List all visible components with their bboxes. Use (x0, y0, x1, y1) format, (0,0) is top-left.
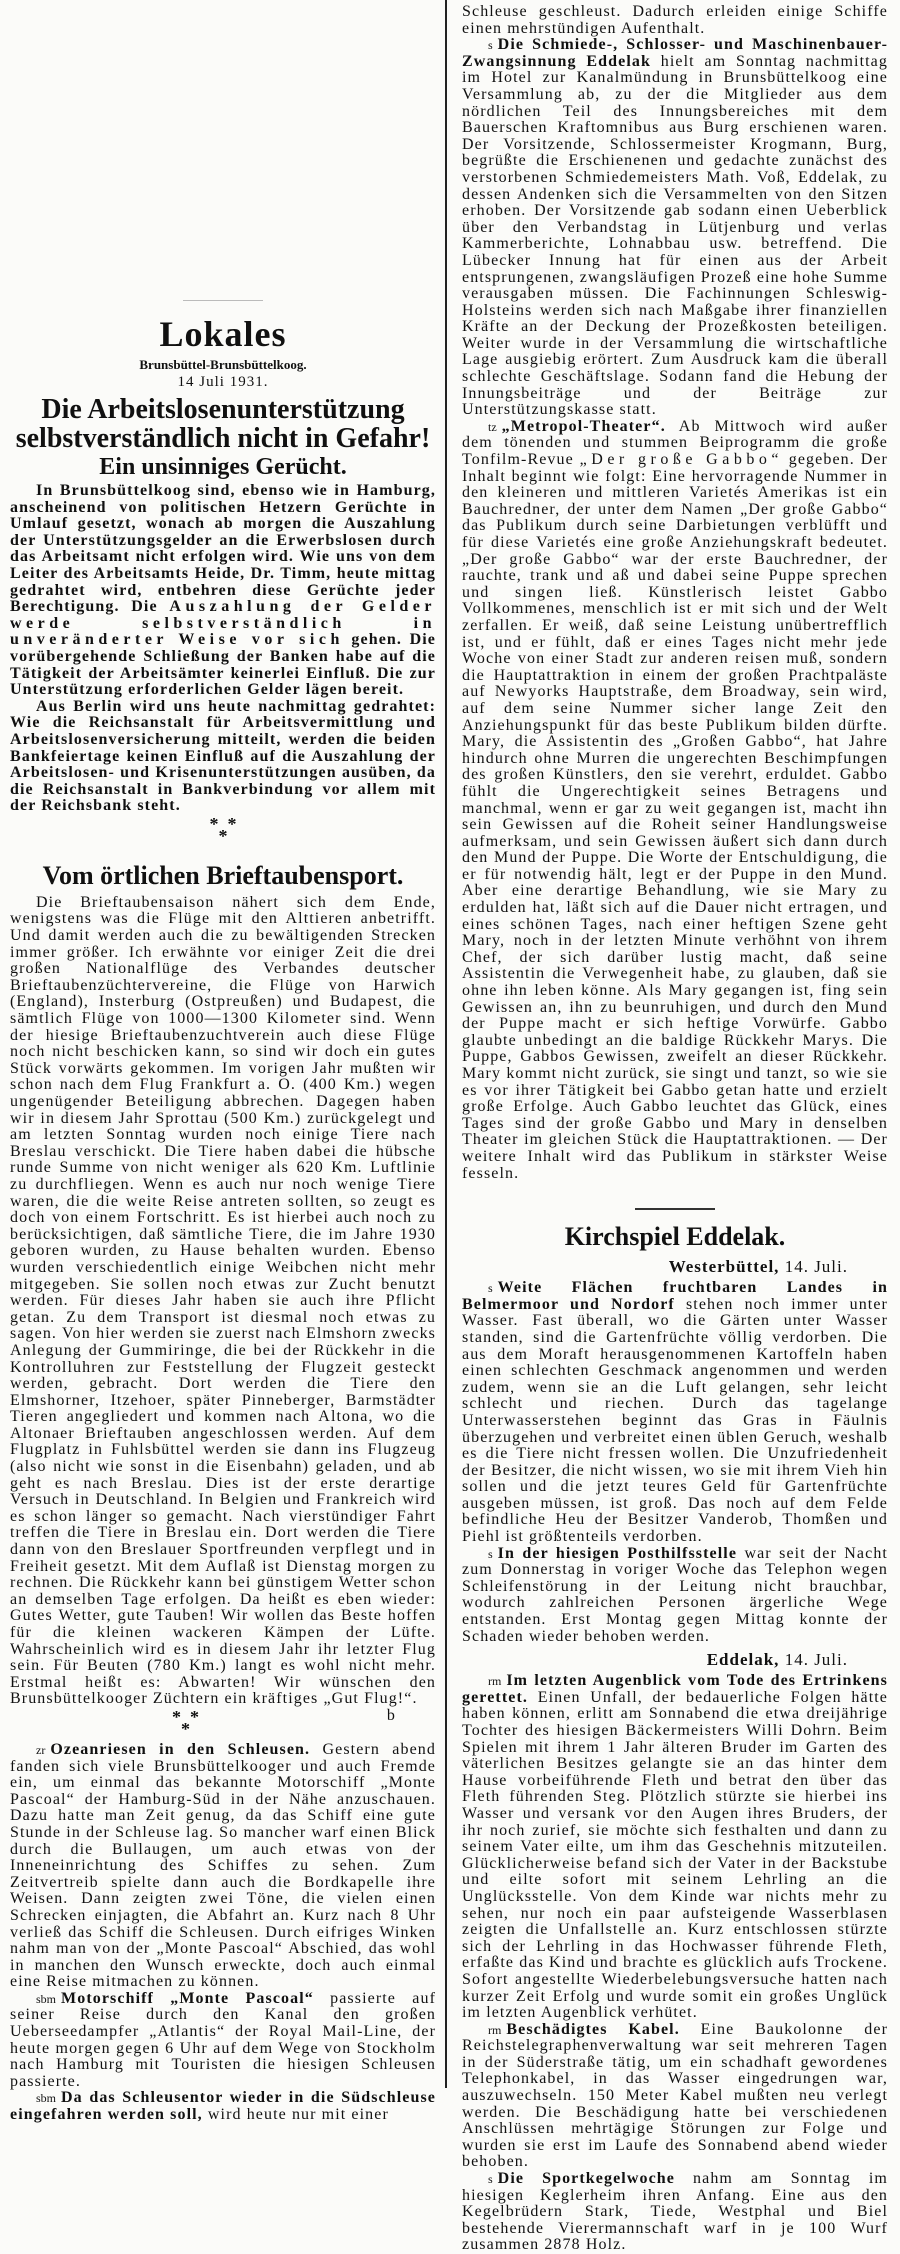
article-paragraph (10, 2090, 436, 2123)
paragraph-lead: Motorschiff „Monte Pascoal“ (61, 1989, 314, 2007)
place-dateline (462, 1649, 888, 1671)
article-heading: Vom örtlichen Brieftaubensport. (42, 860, 404, 890)
place-dateline (462, 1256, 888, 1278)
column-divider (445, 0, 447, 2088)
article-paragraph (462, 4, 888, 37)
place-name: Eddelak, (706, 1650, 780, 1670)
paragraph-text: gehen. Die vorübergehende Schließung der Banken habe auf die Tätigkeit der Arbeitsämter keinerlei Einfluß. Die zur Unterstützung erforderlichen Gelder lägen bereit. (10, 631, 437, 699)
paragraph-text: Eine Baukolonne der Reichstelegraphenverwaltung war seit mehreren Tagen in der Süderstraße tätig, um ein schadhaft gewordenes Telephonkabel, in das Wasser eingedrungen war, auszuwechseln. 150 Meter Kabel mußten neu verlegt werden. Die Beschädigung hatte bei verschiedenen Anschlüssen mehrtägige Störungen zur Folge und wurden sie erst im Laufe des Sonnabend abend wieder behoben. (462, 2020, 888, 2171)
star-icon: * (209, 813, 219, 834)
author-tag: rm (488, 1674, 502, 1689)
author-tag: sbm (36, 1991, 57, 2006)
star-icon: * (189, 1706, 199, 1727)
author-tag: zr (36, 1742, 46, 1757)
star-icon: * (171, 1706, 181, 1727)
author-tag: s (488, 2172, 493, 2187)
paragraph-text: Die Brieftaubensaison nähert sich dem Ende, wenigstens was die Flüge mit den Alttieren anbetrifft. Und damit werden auch die zu bewältigenden Strecken immer größer. Ich erwähnte vor einiger Zeit die drei großen Nationalflüge des Verbandes deutscher Brieftaubenzüchtervereine, die Flüge von Harwich (England), Insterburg (Ostpreußen) und Budapest, die sämtlich Flüge von 1000—1300 Kilometer sind. Wenn der hiesige Brieftaubenzuchtverein auch diese Flüge noch nicht beschicken kann, so sind wir doch ein gutes Stück vorwärts gekommen. Im vorigen Jahr mußten wir schon nach dem Flug Frankfurt a. O. (400 Km.) wegen ungenügender Beteiligung abbrechen. Dagegen haben wir in diesem Jahr Sprottau (500 Km.) zurückgelegt und am letzten Sonntag wurden noch einige Tiere nach Breslau verschickt. Die Tiere haben dabei die hübsche runde Summe von nicht weniger als 620 Km. Luftlinie zu durchfliegen. Wenn es auch nur noch wenige Tiere waren, die die weite Reise antreten sollten, so zeugt es doch von einem Fortschritt. Es ist hierbei auch noch zu berücksichtigen, daß sämtliche Tiere, die im Jahre 1930 geboren wurden, zu Hause behalten wurden. Ebenso wurden verschiedentlich einige Weibchen nicht mehr mitgegeben. Sie sollen noch etwas zur Zucht benutzt werden. Für dieses Jahr haben sie auch ihre Pflicht getan. Zu dem Transport ist diesmal noch etwas zu sagen. Von hier werden sie zuerst nach Elmshorn zwecks Anlegung der Gummiringe, die bei der Rückkehr in die Kontrolluhren zur Feststellung der Flugzeit gesteckt werden, gebracht. Dort werden die Tiere den Elmshorner, Itzehoer, später Pinneberger, Barmstädter Tieren angegliedert und kommen nach Altona, wo die Altonaer Brieftauben angeschlossen werden. Auf dem Flugplatz in Fuhlsbüttel werden sie dann ins Flugzeug (also nicht wie sonst in die Eisenbahn) geladen, und ab geht es nach Breslau. Dies ist der erste derartige Versuch in Deutschland. In Belgien und Frankreich wird es schon länger so gemacht. Nach vierstündiger Fahrt treffen die Tiere in Breslau ein. Dort werden die Tiere dann von den Breslauer Sportfreunden verpflegt und in Freiheit gesetzt. Mit dem Auflaß ist Dienstag morgen zu rechnen. Die Rückkehr kann bei günstigem Wetter schon an demselben Tage erfolgen. Da heißt es eben wieder: Gutes Wetter, gute Tauben! Wir wollen das Beste hoffen für die kleinen wackeren Kämpen der Lüfte. Wahrscheinlich wird es in diesem Jahr ihr letzter Flug sein. Für Beuten (780 Km.) langt es wohl nicht mehr. Erstmal heißt es: Abwarten! Wir wünschen den Brunsbüttelkooger Züchtern ein kräftiges „Gut Flug!“. (10, 893, 436, 1708)
paragraph-text: passierte auf seiner Reise durch den Kanal den großen Ueberseedampfer „Atlantis“ der Royal Mail-Line, der heute morgen gegen 6 Uhr auf dem Wege von Stockholm nach Hamburg mit Touristen die hiesigen Schleusen passierte. (10, 1989, 436, 2090)
paragraph-lead: In der hiesigen Posthilfsstelle (497, 1544, 738, 1562)
right-column (462, 0, 888, 2254)
paragraph-lead: Da das Schleusentor wieder in die Südschleuse eingefahren werden soll, (10, 2089, 436, 2124)
dateline: 14 Juli 1931. (177, 374, 269, 390)
spaced-emphasis: Auszahlung der Gelder werde selbstverständlich in unveränderter Weise vor sich (10, 598, 436, 649)
author-tag: s (488, 1546, 493, 1561)
article-heading: Kirchspiel Eddelak. (564, 1222, 786, 1252)
star-icon: * (218, 825, 228, 846)
paragraph-text: Ab Mittwoch wird außer dem tönenden und stummen Beiprogramm die große Tonfilm-Revue (462, 417, 888, 469)
article-subheadline: Ein unsinniges Gerücht. (99, 454, 347, 480)
article-paragraph (10, 1991, 436, 2091)
left-column (10, 0, 436, 2124)
paragraph-lead: Die Sportkegelwoche (497, 2170, 676, 2188)
place-line: Brunsbüttel-Brunsbüttelkoog. (139, 357, 307, 372)
section-divider (635, 1208, 715, 1210)
paragraph-lead: Die Schmiede-, Schlosser- und Maschinenbauer-Zwangsinnung Eddelak (462, 36, 888, 70)
paragraph-text: Schleuse geschleust. Dadurch erleiden einige Schiffe einen mehrstündigen Aufenthalt. (462, 3, 888, 37)
section-title: Lokales (159, 314, 287, 354)
paragraph-text: hielt am Sonntag nachmittag im Hotel zur Kanalmündung in Brunsbüttelkoog eine Versammlung ab, zu der die Mitglieder aus dem nördlichen Teil des Innungsbereiches mit dem Bauerschen Kraftomnibus aus Burg erschienen waren. Der Vorsitzende, Schlossermeister Krogmann, Burg, begrüßte die Erschienenen und gedachte zunächst des verstorbenen Schmiedemeisters Math. Voß, Eddelak, zu dessen Andenken sich die Versammelten von den Sitzen erhoben. Der Vorsitzende gab sodann einen Ueberblick über den Verbandstag in Lütjenburg und verlas Kammerberichte, Lohnabbau usw. betreffend. Die Lübecker Innung hat für einen aus der Arbeit entsprungenen, zwangsläufigen Prozeß eine hohe Summe verausgaben müssen. Die Fachinnungen Schleswig-Holsteins werden sich nach Maßgabe ihrer finanziellen Kräfte an der Deckung der Prozeßkosten beteiligen. Weiter wurde in der Versammlung die wirtschaftliche Lage ausgiebig erörtert. Zum Ausdruck kam die überall schlechte Geschäftslage. Sodann fand die Hebung der Innungsbeiträge und der Beiträge zur Unterstützungskasse statt. (462, 52, 888, 419)
article-paragraph (462, 2022, 888, 2171)
paragraph-text: Gestern abend fanden sich viele Brunsbüttelkooger und auch Fremde ein, um einmal das bekannte Motorschiff „Monte Pascoal“ der Hamburg-Süd in der Nähe anzuschauen. Dazu hatte man Zeit genug, da das Schiff eine gute Stunde in der Schleuse lag. So mancher warf einen Blick durch die Bullaugen, um auch etwas von der Inneneinrichtung des Schiffes zu sehen. Zum Zeitvertreib spielte dann auch die Bordkapelle ihre Weisen. Dann zeigten zwei Töne, die vielen einen Schrecken einjagten, die Abfahrt an. Kurz nach 8 Uhr verließ das Schiff die Schleusen. Durch eifriges Winken nahm man von der „Monte Pascoal“ Abschied, das wohl in manchen den Wunsch erweckte, doch auch einmal eine Reise mitmachen zu können. (10, 1740, 436, 1991)
header-rule (183, 300, 263, 301)
article-paragraph (462, 2171, 888, 2254)
article-paragraph (462, 419, 888, 1182)
article-headline: Die Arbeitslosenunterstützung selbstverständlich nicht in Gefahr! (15, 394, 431, 454)
author-signature: b (386, 1706, 396, 1724)
date-text: 14. Juli. (779, 1650, 848, 1670)
article-paragraph (10, 1742, 436, 1991)
paragraph-lead: Ozeanriesen in den Schleusen. (50, 1740, 311, 1758)
paragraph-lead: „Metropol-Theater“. (501, 417, 666, 435)
article-paragraph (462, 1280, 888, 1546)
star-separator (10, 815, 436, 849)
article-paragraph (462, 37, 888, 419)
article-paragraph (462, 1673, 888, 2021)
paragraph-text: Einen Unfall, der bedauerliche Folgen hätte haben können, erlitt am Sonnabend die etwa dreijährige Tochter des hiesigen Bäckermeisters Willi Dohrn. Beim Spielen mit ihrem 1 Jahr älteren Bruder im Garten des väterlichen Besitzes gelangte sie an das hinter dem Hause vorbeiführende Fleth und betrat den über das Fleth führenden Steg. Plötzlich stürzte sie hierbei ins Wasser und versank vor den Augen ihres Bruders, der ihr noch zurief, sie möchte sich festhalten und dann zu seinem Vater eilte, um ihm das Geschehnis mitzuteilen. Glücklicherweise befand sich der Vater in der Backstube und eilte sofort mit seinem Lehrling an die Unglücksstelle. Von dem Kinde war nichts mehr zu sehen, nur noch ein paar aufsteigende Wasserblasen zeigten die Unfallstelle an. Kurz entschlossen stürzte sich der Lehrling in das Hochwasser führende Fleth, erfaßte das Kind und brachte es glücklich aufs Trockene. Sofort angestellte Wiederbelebungsversuche hatten nach kurzer Zeit Erfolg und wurde somit ein großes Unglück im letzten Augenblick verhütet. (462, 1688, 888, 2022)
paragraph-text: stehen noch immer unter Wasser. Fast überall, wo die Gärten unter Wasser standen, sind die Gartenfrüchte völlig verdorben. Die aus dem Moraft herausgenommenen Kartoffeln haben einen schlechten Geschmack angenommen und werden zudem, wenn sie an die Luft gelangen, sehr leicht schlecht und riechen. Durch das tagelange Unterwasserstehen beginnt das Gras in Fäulnis überzugehen und verbreitet einen üblen Geruch, weshalb es die Tiere nicht fressen wollen. Die Unzufriedenheit der Besitzer, die nicht wissen, wo sie mit ihrem Vieh hin sollen und die jetzt teures Geld für Gartenfrüchte ausgeben müssen, ist groß. Das noch auf dem Felde befindliche Heu der Besitzer Vanderob, Thomßen und Piehl ist größtenteils verdorben. (462, 1295, 888, 1546)
paragraph-text: gegeben. Der Inhalt beginnt wie folgt: Eine hervorragende Nummer in den kleineren und mittleren Varietés Amerikas ist ein Bauchredner, der unter dem Namen „Der große Gabbo“ das Publikum durch seine Darbietungen verblüfft und für diese Varietés eine große Anziehungskraft bedeutet. „Der große Gabbo“ war der erste Bauchredner, der rauchte, trank und aß und dabei seine Puppe sprechen und singen ließ. Künstlerisch leistet Gabbo Vollkommenes, menschlich ist er mit sich und der Welt zerfallen. Er weiß, daß seine Leistung unübertrefflich ist, und er fühlt, daß er eines Tages nicht mehr jede Woche von einer Stadt zur anderen reisen muß, sondern die Hauptattraktion in einem der großen Prachtpaläste auf Newyorks Hauptstraße, dem Broadway, sein wird, auf dem seine Nummer sicher lange Zeit den Anziehungspunkt für das beste Publikum bilden dürfte. Mary, die Assistentin des „Großen Gabbo“, hat Jahre hindurch ohne Murren die ungerechten Beschimpfungen des großen Künstlers, den sie verehrt, erduldet. Gabbo fühlt die Ungerechtigkeit seines Betragens und manchmal, wenn er gar zu weit gegangen ist, macht ihn sein Gewissen auf die Roheit seiner Handlungsweise aufmerksam, und sein Gewissen äußert sich dann durch den Mund der Puppe. Die Worte der Entschuldigung, die er für notwendig hält, legt er der Puppe in den Mund. Aber eine derartige Behandlung, wie sie Mary zu erdulden hat, läßt sich auf die Dauer nicht ertragen, und eines schönen Tages, nach einer heftigen Szene geht Mary, noch in der letzten Minute verhöhnt von ihrem Chef, der sich darüber lustig macht, daß seine Assistentin die Verwegenheit habe, zu glauben, daß sie ohne ihn leben könne. Als Mary gegangen ist, fing sein Gewissen an, ihn zu beunruhigen, und durch den Mund der Puppe macht er sich heftige Vorwürfe. Gabbo glaubte unbedingt an die baldige Rückkehr Marys. Die Puppe, Gabbos Gewissen, zweifelt an dieser Rückkehr. Mary kommt nicht zurück, sie singt und tanzt, so wie sie es vor ihrer Tätigkeit bei Gabbo getan hatte und erzielt große Erfolge. Auch Gabbo leuchtet das Glück, eines Tages sind der große Gabbo und Mary in denselben Theater im gleichen Stück die Hauptattraktionen. — Der weitere Inhalt wird das Publikum in stärkster Weise fesseln. (462, 451, 888, 1182)
article-paragraph (10, 483, 436, 699)
paragraph-text: Aus Berlin wird uns heute nachmittag gedrahtet: Wie die Reichsanstalt für Arbeitsvermittlung und Arbeitslosenversicherung mitteilt, werden die beiden Bankfeiertage keinen Einfluß auf die Auszahlung der Arbeitslosen- und Krisenunterstützungen ausüben, da die Reichsanstalt in Bankverbindung vor allem mit der Reichsbank steht. (10, 697, 436, 815)
author-tag: s (488, 38, 493, 53)
author-tag: rm (488, 2022, 502, 2037)
author-tag: sbm (36, 2091, 57, 2106)
paragraph-text: wird heute nur mit einer (202, 2106, 389, 2124)
paragraph-lead: Beschädigtes Kabel. (506, 2020, 680, 2038)
star-icon: * (227, 813, 237, 834)
paragraph-text: nahm am Sonntag im hiesigen Keglerheim ihren Anfang. Eine aus den Kegelbrüdern Stark, Tiede, Westphal und Biel bestehende Vierermannschaft warf in je 100 Wurf zusammen 2878 Holz. (462, 2170, 888, 2254)
star-icon: * (180, 1718, 190, 1739)
article-paragraph (10, 893, 436, 1724)
paragraph-text: In Brunsbüttelkoog sind, ebenso wie in Hamburg, anscheinend von politischen Hetzern Gerüchte in Umlauf gesetzt, wonach ab morgen die Auszahlung der Unterstützungsgelder an die Erwerbslosen durch das Arbeitsamt nicht erfolgen wird. Wie uns von dem Leiter des Arbeitsamts Heide, Dr. Timm, heute mittag gedrahtet wird, entbehren diese Gerüchte jeder Berechtigung. Die (10, 482, 436, 616)
author-tag: tz (488, 419, 497, 434)
paragraph-lead: Im letzten Augenblick vom Tode des Ertrinkens gerettet. (462, 1672, 888, 1706)
date-text: 14. Juli. (779, 1257, 848, 1277)
article-paragraph (462, 1546, 888, 1646)
paragraph-text: war seit der Nacht zum Donnerstag in voriger Woche das Telephon wegen Schleifenstörung in der Leitung nicht brauchbar, wodurch zahlreichen Personen ärgerliche Wege entstanden. Erst Montag gegen Mittag konnte der Schaden wieder behoben werden. (462, 1544, 888, 1645)
spaced-emphasis: „Der große Gabbo“ (579, 451, 783, 469)
place-name: Westerbüttel, (668, 1257, 780, 1277)
paragraph-lead: Weite Flächen fruchtbaren Landes in Belmermoor und Nordorf (462, 1279, 888, 1313)
author-tag: s (488, 1281, 493, 1296)
article-paragraph (10, 699, 436, 815)
